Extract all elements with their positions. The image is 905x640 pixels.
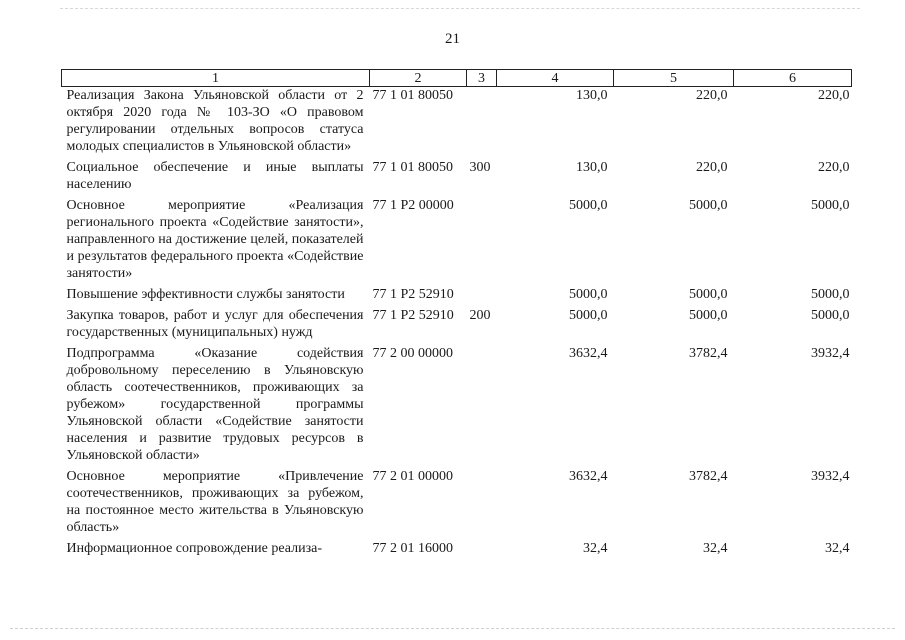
row-code: 77 1 01 80050 bbox=[372, 88, 453, 103]
row-name: Информационное сопровождение реализа- bbox=[66, 541, 322, 556]
row-value-col4: 32,4 bbox=[583, 541, 608, 556]
row-value-col4: 3632,4 bbox=[569, 469, 608, 484]
row-value-col6: 5000,0 bbox=[811, 308, 850, 323]
row-type bbox=[467, 540, 497, 561]
row-value-col4: 130,0 bbox=[576, 88, 608, 103]
row-type bbox=[467, 286, 497, 307]
row-code: 77 2 01 16000 bbox=[372, 541, 453, 556]
table-row bbox=[62, 307, 852, 345]
row-name: Повышение эффективности службы занятости bbox=[66, 287, 345, 302]
row-value-col5: 5000,0 bbox=[689, 287, 728, 302]
row-value-col4: 3632,4 bbox=[569, 346, 608, 361]
page-number: 21 bbox=[445, 31, 460, 47]
table-row bbox=[62, 87, 852, 160]
row-value-col4: 5000,0 bbox=[569, 198, 608, 213]
scan-edge-bottom bbox=[10, 628, 895, 630]
row-name: Реализация Закона Ульяновской области от 2 октября 2020 года № 103-ЗО «О правовом регулировании отдельных вопросов статуса молодых специалистов в Ульяновской области» bbox=[66, 88, 364, 154]
row-value-col6: 3932,4 bbox=[811, 469, 850, 484]
col-header-4: 4 bbox=[497, 70, 614, 87]
row-type bbox=[467, 87, 497, 160]
row-value-col6: 3932,4 bbox=[811, 346, 850, 361]
table-row bbox=[62, 197, 852, 286]
header-row bbox=[62, 70, 852, 87]
row-value-col4: 130,0 bbox=[576, 160, 608, 175]
row-value-col6: 32,4 bbox=[825, 541, 850, 556]
row-value-col6: 220,0 bbox=[818, 88, 850, 103]
row-value-col4: 5000,0 bbox=[569, 308, 608, 323]
row-value-col5: 3782,4 bbox=[689, 469, 728, 484]
row-value-col5: 32,4 bbox=[703, 541, 728, 556]
row-value-col6: 220,0 bbox=[818, 160, 850, 175]
row-type: 300 bbox=[469, 160, 491, 175]
row-value-col5: 3782,4 bbox=[689, 346, 728, 361]
row-value-col6: 5000,0 bbox=[811, 287, 850, 302]
row-code: 77 1 01 80050 bbox=[372, 160, 453, 175]
table-row bbox=[62, 286, 852, 307]
row-type bbox=[467, 197, 497, 286]
table-row bbox=[62, 468, 852, 540]
row-value-col5: 5000,0 bbox=[689, 308, 728, 323]
row-name: Закупка товаров, работ и услуг для обеспечения государственных (муниципальных) нужд bbox=[66, 308, 364, 340]
row-name: Основное мероприятие «Реализация регионального проекта «Содействие занятости», направленного на достижение целей, показателей и результатов федерального проекта «Содействие занятости» bbox=[66, 198, 364, 281]
row-code: 77 1 P2 52910 bbox=[372, 308, 454, 323]
table-header bbox=[62, 70, 852, 87]
row-type bbox=[467, 345, 497, 468]
row-type bbox=[467, 468, 497, 540]
col-header-1: 1 bbox=[62, 70, 370, 87]
table-row bbox=[62, 345, 852, 468]
row-code: 77 2 00 00000 bbox=[372, 346, 453, 361]
row-name: Основное мероприятие «Привлечение соотечественников, проживающих за рубежом, на постоянное место жительства в Ульяновскую область» bbox=[66, 469, 364, 535]
row-code: 77 1 P2 00000 bbox=[372, 198, 454, 213]
row-value-col5: 220,0 bbox=[696, 88, 728, 103]
col-header-5: 5 bbox=[614, 70, 734, 87]
table-row bbox=[62, 159, 852, 197]
budget-table bbox=[61, 69, 852, 561]
col-header-3: 3 bbox=[467, 70, 497, 87]
scan-edge-top bbox=[60, 8, 860, 10]
row-value-col4: 5000,0 bbox=[569, 287, 608, 302]
row-code: 77 1 P2 52910 bbox=[372, 287, 454, 302]
table-body bbox=[62, 87, 852, 562]
row-value-col6: 5000,0 bbox=[811, 198, 850, 213]
row-value-col5: 5000,0 bbox=[689, 198, 728, 213]
row-code: 77 2 01 00000 bbox=[372, 469, 453, 484]
row-name: Подпрограмма «Оказание содействия добровольному переселению в Ульяновскую область соотечественников, проживающих за рубежом» государственной программы Ульяновской области «Содействие занятости населения и развитие трудовых ресурсов в Ульяновской области» bbox=[66, 346, 364, 463]
col-header-2: 2 bbox=[370, 70, 467, 87]
row-value-col5: 220,0 bbox=[696, 160, 728, 175]
row-type: 200 bbox=[469, 308, 491, 323]
row-name: Социальное обеспечение и иные выплаты населению bbox=[66, 160, 364, 192]
table-row bbox=[62, 540, 852, 561]
col-header-6: 6 bbox=[734, 70, 852, 87]
